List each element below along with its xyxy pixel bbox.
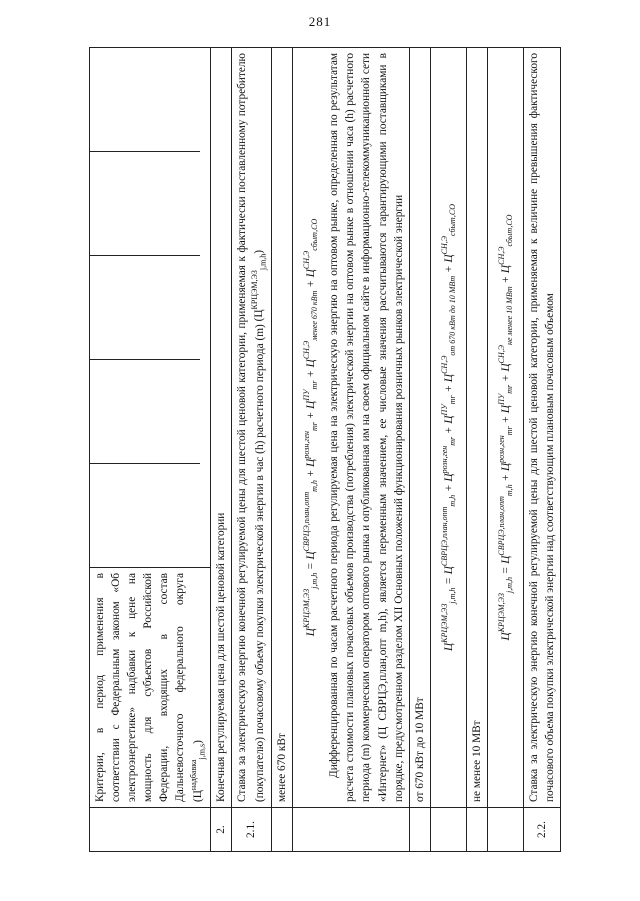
band-label-2: от 670 кВт до 10 МВт xyxy=(409,48,430,808)
row-number: 2. xyxy=(210,808,231,852)
row-2-1-text: Ставка за электрическую энергию конечной регулируемой цены для шестой ценовой категории, применяемая к фактически поставленному потребителю (покупателю) почасовому объему покупки электрической энергии в час (h) расчетного периода (m) $(Ц^{КРЦЭМ,ЭЗ}_{j,m,h})$ xyxy=(231,48,271,808)
cell-num-empty xyxy=(488,808,524,852)
row-2-title: Конечная регулируемая цена для шестой ценовой категории xyxy=(210,48,231,808)
criteria-text: Критерии, в период применения в соответствии с Федеральным законом «Об электроэнергетике» надбавки к цене на мощность для субъектов Российской Федерации, входящих в состав Дальневосточного федерального округа xyxy=(94,573,187,802)
grid-cell xyxy=(90,256,200,360)
criteria-symbol: $(Ц^{надбавка}_{j,m,s})$ xyxy=(189,740,207,802)
formula-explanation: Дифференцированная по часам расчетного периода регулируемая цена на электрическую энергию на оптовом рынке, определенная по результатам расчета стоимости плановых почасовых объемов производства (потребления) электрической энергии на оптовом рынке в отношении часа (h) расчетного периода (m) коммерческим оператором оптового рынка и опубликованная им на своем официальном сайте в информационно-телекоммуникационной сети «Интернет» (Ц СВРЦЭ,план,опт m,h), является переменным значением, ее числовые значения рассчитываются гарантирующими поставщиками в порядке, предусмотренном разделом XII Основных положений функционирования розничных рынков электрической энергии xyxy=(328,53,405,802)
cell-num-empty xyxy=(409,808,430,852)
cell-num-empty xyxy=(293,808,410,852)
row-2-2-text: Ставка за электрическую энергию конечной регулируемой цены для шестой ценовой категории, применяемая к величине превышения фактического почасового объема покупки электрической энергии над соответствующим плановым почасовым объемом xyxy=(524,48,561,808)
value-grid xyxy=(90,48,211,568)
band-row xyxy=(409,48,430,852)
band-label-3: не менее 10 МВт xyxy=(466,48,487,808)
cell-num-empty xyxy=(272,808,293,852)
cell-num-empty xyxy=(430,808,466,852)
formula-cell xyxy=(293,48,410,808)
table-row-criteria xyxy=(90,48,211,852)
formula-cell xyxy=(488,48,524,808)
formula-3: $Ц^{КРЦЭМ,ЭЗ}_{j,m,h} = Ц^{СВРЦЭ,план,опт}_{m,h} + Ц^{розн,ген}_{mr} + Ц^{ПУ}_{mr} + Ц^{СН,Э}_{не менее 10 МВт} + Ц^{СН,Э}_{сбыт,СО}$ xyxy=(497,214,515,641)
band-label-1: менее 670 кВт xyxy=(272,48,293,808)
formula-row xyxy=(430,48,466,852)
band-row xyxy=(466,48,487,852)
rotated-table-page xyxy=(89,47,586,852)
formula-2: $Ц^{КРЦЭМ,ЭЗ}_{j,m,h} = Ц^{СВРЦЭ,план,опт}_{m,h} + Ц^{розн,ген}_{mr} + Ц^{ПУ}_{mr} + Ц^{СН,Э}_{от 670 кВт до 10 МВт} + Ц^{СН,Э}_{сбыт,СО}$ xyxy=(439,204,457,652)
formula-row xyxy=(293,48,410,852)
grid-cell xyxy=(90,360,200,464)
row-number: 2.1. xyxy=(231,808,271,852)
formula-cell xyxy=(430,48,466,808)
band-row xyxy=(272,48,293,852)
cell-num-empty xyxy=(90,808,211,852)
page-number: 281 xyxy=(308,14,332,29)
criteria-cell xyxy=(90,568,211,808)
price-table xyxy=(89,47,561,852)
formula-1: $Ц^{КРЦЭМ,ЭЗ}_{j,m,h} = Ц^{СВРЦЭ,план,опт}_{m,h} + Ц^{розн,ген}_{mr} + Ц^{ПУ}_{mr} + Ц^{СН,Э}_{менее 670 кВт} + Ц^{СН,Э}_{сбыт,СО}$ xyxy=(302,218,320,637)
cell-num-empty xyxy=(466,808,487,852)
table-row-2 xyxy=(210,48,231,852)
formula-row xyxy=(488,48,524,852)
grid-cell xyxy=(90,464,200,567)
table-row-2-1 xyxy=(231,48,271,852)
grid-cell xyxy=(90,48,200,152)
grid-cell xyxy=(90,152,200,256)
row-number: 2.2. xyxy=(524,808,561,852)
table-row-2-2 xyxy=(524,48,561,852)
row-2-1-symbol: $(Ц^{КРЦЭМ,ЭЗ}_{j,m,h})$ xyxy=(250,249,268,322)
